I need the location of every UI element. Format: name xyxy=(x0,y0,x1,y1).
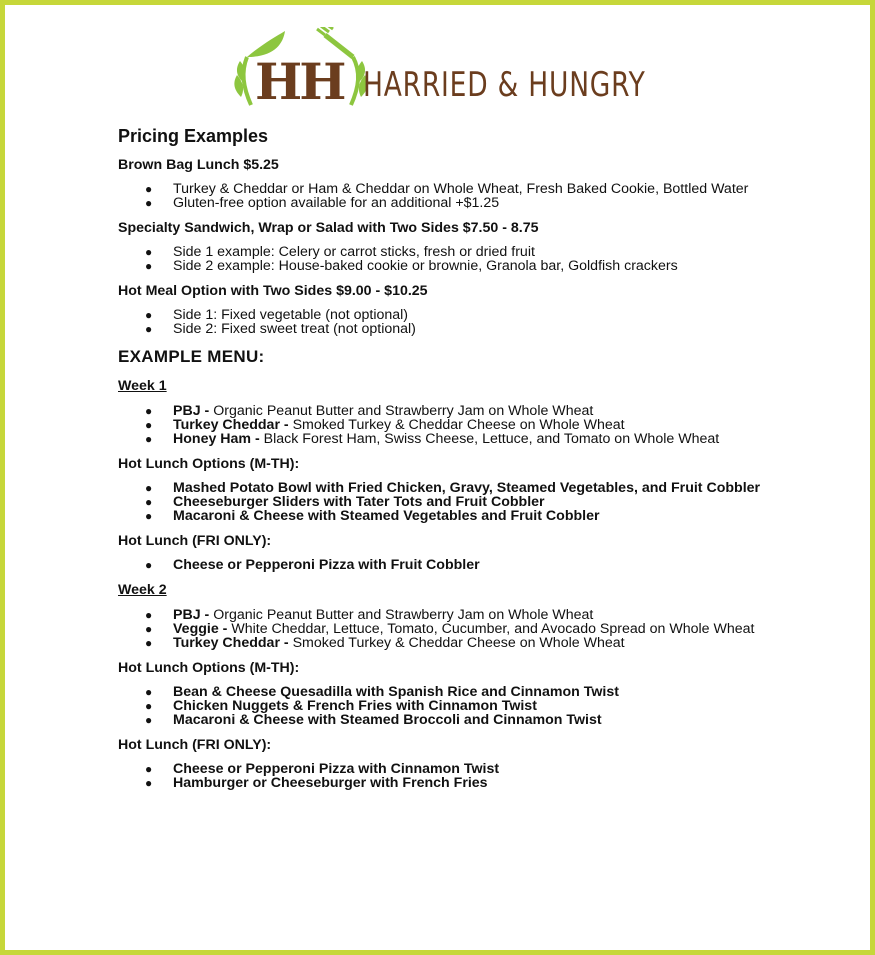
list-item: ● Side 2: Fixed sweet treat (not optional) xyxy=(145,321,416,337)
bullet-icon: ● xyxy=(145,245,153,259)
week-2-label: Week 2 xyxy=(118,582,167,598)
list-item: ● Cheeseburger Sliders with Tater Tots and Fruit Cobbler xyxy=(145,494,545,510)
list-item: ● Side 1 example: Celery or carrot sticks, fresh or dried fruit xyxy=(145,244,535,260)
list-item: ● Cheese or Pepperoni Pizza with Cinnamon Twist xyxy=(145,761,500,777)
week-1-hot-fri-heading: Hot Lunch (FRI ONLY): xyxy=(118,533,272,549)
specialty-heading: Specialty Sandwich, Wrap or Salad with Two Sides $7.50 - 8.75 xyxy=(118,220,539,236)
week-2-hot-fri-heading: Hot Lunch (FRI ONLY): xyxy=(118,737,272,753)
bullet-icon: ● xyxy=(145,404,153,418)
bullet-icon: ● xyxy=(145,418,153,432)
list-item: ● Honey Ham - Black Forest Ham, Swiss Cheese, Lettuce, and Tomato on Whole Wheat xyxy=(145,431,720,447)
week-1-hot-mth-heading: Hot Lunch Options (M-TH): xyxy=(118,456,300,472)
bullet-icon: ● xyxy=(145,776,153,790)
bullet-icon: ● xyxy=(145,495,153,509)
brown-bag-list xyxy=(118,182,818,210)
pricing-title: Pricing Examples xyxy=(118,126,269,146)
bullet-icon: ● xyxy=(145,622,153,636)
logo-wordmark: HARRIED & HUNGRY xyxy=(363,65,646,105)
week-2-sandwich-list xyxy=(118,608,818,650)
bullet-icon: ● xyxy=(145,558,153,572)
week-1-sandwich-list xyxy=(118,404,818,446)
hot-meal-heading: Hot Meal Option with Two Sides $9.00 - $10.25 xyxy=(118,283,428,299)
list-item: ● Hamburger or Cheeseburger with French Fries xyxy=(145,775,488,791)
list-item: ● PBJ - Organic Peanut Butter and Strawberry Jam on Whole Wheat xyxy=(145,607,594,623)
logo-monogram: HH xyxy=(255,52,344,111)
bullet-icon: ● xyxy=(145,762,153,776)
specialty-list xyxy=(118,245,818,273)
list-item: ● Chicken Nuggets & French Fries with Cinnamon Twist xyxy=(145,698,537,714)
list-item: ● Bean & Cheese Quesadilla with Spanish Rice and Cinnamon Twist xyxy=(145,684,619,700)
brand-logo xyxy=(233,27,663,109)
hot-meal-list xyxy=(118,308,818,336)
bullet-icon: ● xyxy=(145,636,153,650)
week-2-hot-fri-list xyxy=(118,762,818,790)
list-item: ● Macaroni & Cheese with Steamed Vegetables and Fruit Cobbler xyxy=(145,508,600,524)
bullet-icon: ● xyxy=(145,432,153,446)
list-item: ● Turkey Cheddar - Smoked Turkey & Cheddar Cheese on Whole Wheat xyxy=(145,635,625,651)
list-item: ● Cheese or Pepperoni Pizza with Fruit Cobbler xyxy=(145,557,480,573)
example-menu-title: EXAMPLE MENU: xyxy=(118,347,265,366)
bullet-icon: ● xyxy=(145,608,153,622)
brown-bag-heading: Brown Bag Lunch $5.25 xyxy=(118,157,279,173)
bullet-icon: ● xyxy=(145,699,153,713)
bullet-icon: ● xyxy=(145,322,153,336)
bullet-icon: ● xyxy=(145,182,153,196)
list-item: ● Gluten-free option available for an additional +$1.25 xyxy=(145,195,500,211)
week-2-hot-mth-list xyxy=(118,685,818,727)
bullet-icon: ● xyxy=(145,308,153,322)
list-item: ● Turkey & Cheddar or Ham & Cheddar on Whole Wheat, Fresh Baked Cookie, Bottled Water xyxy=(145,181,749,197)
bullet-icon: ● xyxy=(145,509,153,523)
list-item: ● Side 2 example: House-baked cookie or brownie, Granola bar, Goldfish crackers xyxy=(145,258,678,274)
bullet-icon: ● xyxy=(145,713,153,727)
list-item: ● Macaroni & Cheese with Steamed Broccoli and Cinnamon Twist xyxy=(145,712,602,728)
bullet-icon: ● xyxy=(145,685,153,699)
list-item: ● PBJ - Organic Peanut Butter and Strawberry Jam on Whole Wheat xyxy=(145,403,594,419)
list-item: ● Turkey Cheddar - Smoked Turkey & Cheddar Cheese on Whole Wheat xyxy=(145,417,625,433)
list-item: ● Mashed Potato Bowl with Fried Chicken, Gravy, Steamed Vegetables, and Fruit Cobbler xyxy=(145,480,761,496)
bullet-icon: ● xyxy=(145,481,153,495)
list-item: ● Side 1: Fixed vegetable (not optional) xyxy=(145,307,409,323)
bullet-icon: ● xyxy=(145,259,153,273)
week-1-label: Week 1 xyxy=(118,378,167,394)
week-1-hot-mth-list xyxy=(118,481,818,523)
bullet-icon: ● xyxy=(145,196,153,210)
week-1-hot-fri-list xyxy=(118,558,818,572)
list-item: ● Veggie - White Cheddar, Lettuce, Tomato, Cucumber, and Avocado Spread on Whole Wheat xyxy=(145,621,755,637)
menu-content xyxy=(118,123,818,799)
week-2-hot-mth-heading: Hot Lunch Options (M-TH): xyxy=(118,660,300,676)
